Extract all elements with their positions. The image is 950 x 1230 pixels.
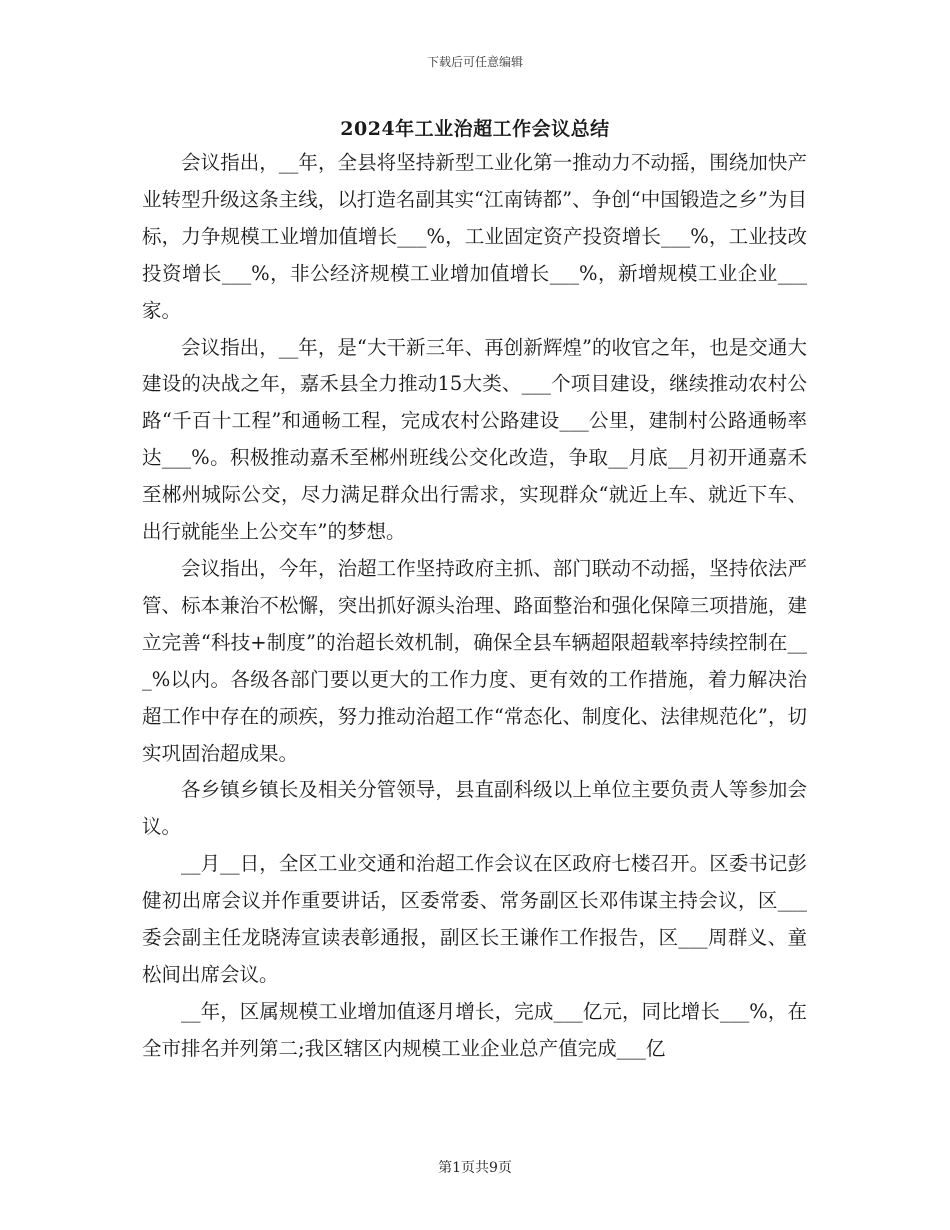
paragraph: 会议指出，__年，全县将坚持新型工业化第一推动力不动摇，围绕加快产业转型升级这条主线，以打造名副其实“江南铸都”、争创“中国锻造之乡”为目标，力争规模工业增加值增长___%，工业固定资产投资增长___%，工业技改投资增长___%，非公经济规模工业增加值增长___%，新增规模工业企业___家。 [142, 151, 807, 322]
paragraph: 会议指出，__年，是“大干新三年、再创新辉煌”的收官之年，也是交通大建设的决战之年，嘉禾县全力推动15大类、___个项目建设，继续推动农村公路“千百十工程”和通畅工程，完成农村公路建设___公里，建制村公路通畅率达___%。积极推动嘉禾至郴州班线公交化改造，争取__月底__月初开通嘉禾至郴州城际公交，尽力满足群众出行需求，实现群众“就近上车、就近下车、出行就能坐上公交车”的梦想。 [142, 335, 807, 544]
paragraph: 各乡镇乡镇长及相关分管领导，县直副科级以上单位主要负责人等参加会议。 [142, 778, 807, 839]
paragraph: __月__日，全区工业交通和治超工作会议在区政府七楼召开。区委书记彭健初出席会议并作重要讲话，区委常委、常务副区长邓伟谋主持会议，区___委会副主任龙晓涛宣读表彰通报，副区长王谦作工作报告，区___周群义、童松间出席会议。 [142, 852, 807, 986]
document-body [142, 145, 807, 1068]
paragraph: __年，区属规模工业增加值逐月增长，完成___亿元，同比增长___%，在全市排名并列第二;我区辖区内规模工业企业总产值完成___亿 [142, 999, 807, 1060]
page-header: 下载后可任意编辑 [426, 55, 523, 69]
page-footer: 第1页共9页 [438, 1160, 512, 1176]
document-title: 2024年工业治超工作会议总结 [340, 118, 610, 140]
paragraph: 会议指出，今年，治超工作坚持政府主抓、部门联动不动摇，坚持依法严管、标本兼治不松懈，突出抓好源头治理、路面整治和强化保障三项措施，建立完善“科技+制度”的治超长效机制，确保全县车辆超限超载率持续控制在___%以内。各级各部门要以更大的工作力度、更有效的工作措施，着力解决治超工作中存在的顽疾，努力推动治超工作“常态化、制度化、法律规范化”，切实巩固治超成果。 [142, 556, 807, 765]
